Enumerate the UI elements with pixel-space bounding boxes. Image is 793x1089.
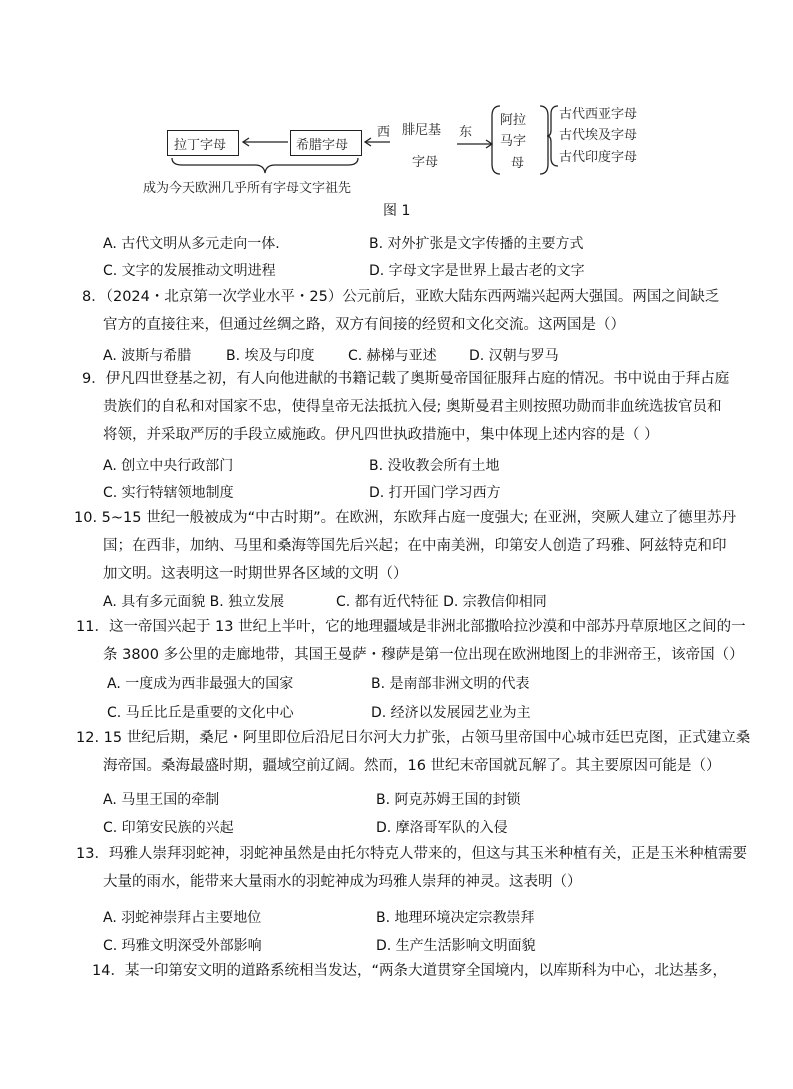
q7-option-b: B. 对外扩张是文字传播的主要方式 — [369, 236, 584, 252]
figure-caption: 图 1 — [383, 203, 411, 219]
q9-option-c: C. 实行特辖领地制度 — [103, 485, 234, 501]
branch-west-asia-label: 古代西亚字母 — [559, 107, 638, 122]
q11-option-b: B. 是南部非洲文明的代表 — [371, 676, 530, 692]
east-label: 东 — [459, 125, 473, 140]
q12-stem-line-1: 12. 15 世纪后期，桑尼・阿里即位后沿尼日尔河大力扩张，占领马里帝国中心城市廷巴克图，正式建立桑 — [76, 730, 751, 746]
q8-option-a: A. 波斯与希腊 — [103, 348, 192, 364]
q12-option-c: C. 印第安民族的兴起 — [103, 820, 234, 836]
q11-option-d: D. 经济以发展园艺业为主 — [371, 705, 531, 721]
q9-option-d: D. 打开国门学习西方 — [369, 485, 501, 501]
branch-india-label: 古代印度字母 — [559, 150, 638, 165]
q7-option-a: A. 古代文明从多元走向一体. — [103, 236, 280, 252]
q7-option-d: D. 字母文字是世界上最古老的文字 — [369, 263, 585, 279]
arrow-to-latin-icon — [240, 136, 290, 148]
aramaic-label-1: 阿拉 — [500, 113, 527, 128]
greek-alphabet-label: 希腊字母 — [296, 138, 349, 153]
branch-egypt-label: 古代埃及字母 — [559, 128, 638, 143]
q13-option-a: A. 羽蛇神崇拜占主要地位 — [103, 910, 262, 926]
q13-option-c: C. 玛雅文明深受外部影响 — [103, 938, 262, 954]
q8-option-b: B. 埃及与印度 — [226, 348, 315, 364]
q11-option-a: A. 一度成为西非最强大的国家 — [107, 676, 294, 692]
q9-stem-line-1: 9．伊凡四世登基之初，有人向他进献的书籍记载了奥斯曼帝国征服拜占庭的情况。书中说由于拜占庭 — [82, 371, 730, 387]
phoenician-label-bottom: 字母 — [412, 155, 439, 170]
q13-option-b: B. 地理环境决定宗教崇拜 — [376, 910, 535, 926]
q11-stem-line-1: 11．这一帝国兴起于 13 世纪上半叶，它的地理疆域是非洲北部撒哈拉沙漠和中部苏丹草原地区之间的一 — [76, 619, 746, 635]
q8-stem-line-2: 官方的直接往来，但通过丝绸之路，双方有间接的经贸和文化交流。这两国是（） — [103, 317, 625, 333]
q10-stem-line-3: 加文明。这表明这一时期世界各区域的文明（） — [103, 566, 408, 582]
q8-option-c: C. 赫梯与亚述 — [348, 348, 437, 364]
q10-options-ab: A. 具有多元面貌 B. 独立发展 — [103, 594, 285, 610]
q8-stem-line-1: 8．（2024・北京第一次学业水平・25）公元前后，亚欧大陆东西两端兴起两大强国。两国之间缺乏 — [82, 289, 720, 305]
q12-option-d: D. 摩洛哥军队的入侵 — [376, 820, 508, 836]
q7-option-c: C. 文字的发展推动文明进程 — [103, 263, 276, 279]
q10-stem-line-1: 10. 5~15 世纪一般被成为“中古时期”。在欧洲，东欧拜占庭一度强大; 在亚洲，突厥人建立了德里苏丹 — [74, 510, 737, 526]
arrow-to-aramaic-icon — [455, 138, 495, 150]
q11-stem-line-2: 条 3800 多公里的走廊地带，其国王曼萨・穆萨是第一位出现在欧洲地图上的非洲帝王，该帝国（） — [103, 647, 744, 663]
q14-stem-line-1: 14．某一印第安文明的道路系统相当发达，“两条大道贯穿全国境内，以库斯科为中心，北达基多， — [92, 963, 727, 979]
aramaic-label-2: 马字 — [500, 134, 527, 149]
q8-option-d: D. 汉朝与罗马 — [469, 348, 559, 364]
aramaic-label-3: 母 — [511, 156, 525, 171]
q10-stem-line-2: 国；在西非，加纳、马里和桑海等国先后兴起；在中南美洲，印第安人创造了玛雅、阿兹特克和印 — [103, 538, 727, 554]
q12-stem-line-2: 海帝国。桑海最盛时期，疆域空前辽阔。然而，16 世纪末帝国就瓦解了。其主要原因可能是（） — [103, 758, 721, 774]
q12-option-a: A. 马里王国的牵制 — [103, 792, 220, 808]
q13-stem-line-1: 13．玛雅人崇拜羽蛇神，羽蛇神虽然是由托尔特克人带来的，但这与其玉米种植有关，正是玉米种植需要 — [76, 846, 747, 862]
q10-options-cd: C. 都有近代特征 D. 宗教信仰相同 — [336, 594, 547, 610]
caption-brace-icon — [170, 156, 360, 176]
q13-option-d: D. 生产生活影响文明面貌 — [376, 938, 536, 954]
phoenician-label-top: 腓尼基 — [402, 123, 442, 138]
branch-brace-icon — [546, 104, 560, 168]
q9-stem-line-3: 将领，并采取严厉的手段立威施政。伊凡四世执政措施中，集中体现上述内容的是（ ） — [103, 427, 659, 443]
q12-option-b: B. 阿克苏姆王国的封锁 — [376, 792, 521, 808]
q13-stem-line-2: 大量的雨水，能带来大量雨水的羽蛇神成为玛雅人崇拜的神灵。这表明（） — [103, 874, 582, 890]
q9-stem-line-2: 贵族们的自私和对国家不忠，使得皇帝无法抵抗入侵; 奥斯曼君主则按照功勋而非血统选拔官员和 — [103, 399, 722, 415]
latin-alphabet-label: 拉丁字母 — [174, 138, 227, 153]
q9-option-b: B. 没收教会所有土地 — [369, 458, 500, 474]
q11-option-c: C. 马丘比丘是重要的文化中心 — [107, 705, 294, 721]
west-label: 西 — [377, 125, 391, 140]
q9-option-a: A. 创立中央行政部门 — [103, 458, 234, 474]
brace-caption: 成为今天欧洲几乎所有字母文字祖先 — [143, 181, 352, 196]
